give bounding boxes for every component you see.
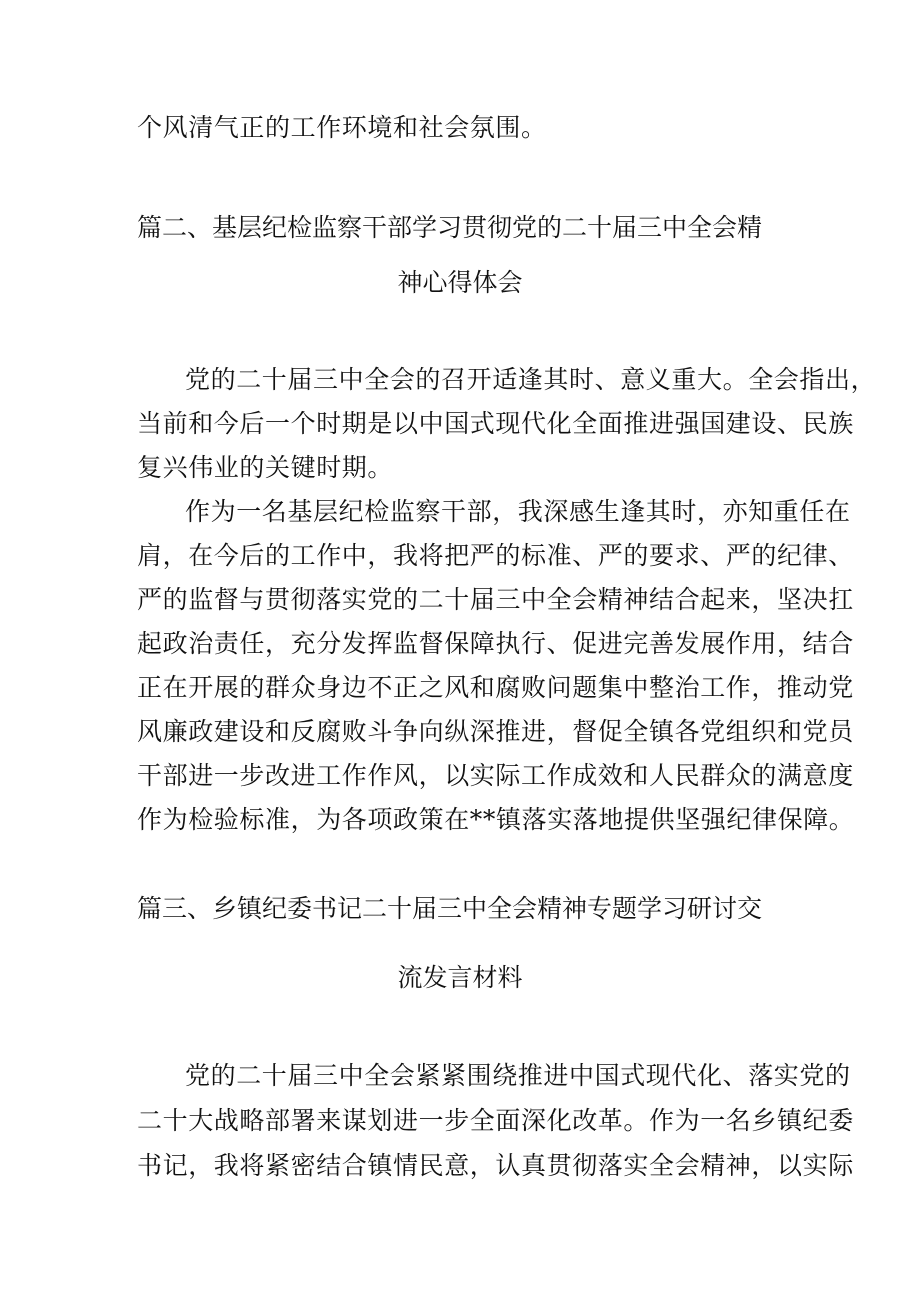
body-text-line: 作为检验标准，为各项政策在**镇落实落地提供坚强纪律保障。 (137, 805, 855, 834)
body-text-line: 书记，我将紧密结合镇情民意，认真贯彻落实全会精神，以实际 (137, 1151, 854, 1180)
body-text-line: 作为一名基层纪检监察干部，我深感生逢其时，亦知重任在 (185, 497, 851, 526)
section3-heading-line1: 篇三、乡镇纪委书记二十届三中全会精神专题学习研讨交 (137, 894, 763, 923)
body-text-line: 干部进一步改进工作作风，以实际工作成效和人民群众的满意度 (137, 761, 854, 790)
body-text-line: 严的监督与贯彻落实党的二十届三中全会精神结合起来，坚决扛 (137, 585, 854, 614)
body-text-line: 起政治责任，充分发挥监督保障执行、促进完善发展作用，结合 (137, 629, 854, 658)
body-text-line: 肩，在今后的工作中，我将把严的标准、严的要求、严的纪律、 (137, 541, 854, 570)
body-text-line: 二十大战略部署来谋划进一步全面深化改革。作为一名乡镇纪委 (137, 1106, 854, 1135)
body-text-line: 复兴伟业的关键时期。 (137, 453, 394, 482)
section2-heading-line2: 神心得体会 (397, 268, 523, 297)
body-text-line: 个风清气正的工作环境和社会氛围。 (137, 113, 547, 142)
body-text-line: 风廉政建设和反腐败斗争向纵深推进，督促全镇各党组织和党员 (137, 717, 854, 746)
section3-heading-line2: 流发言材料 (397, 963, 523, 992)
body-text-line: 当前和今后一个时期是以中国式现代化全面推进强国建设、民族 (137, 409, 854, 438)
body-text-line: 党的二十届三中全会的召开适逢其时、意义重大。全会指出， (185, 365, 877, 394)
body-text-line: 正在开展的群众身边不正之风和腐败问题集中整治工作，推动党 (137, 673, 854, 702)
section2-heading-line1: 篇二、基层纪检监察干部学习贯彻党的二十届三中全会精 (137, 213, 763, 242)
body-text-line: 党的二十届三中全会紧紧围绕推进中国式现代化、落实党的 (185, 1061, 851, 1090)
